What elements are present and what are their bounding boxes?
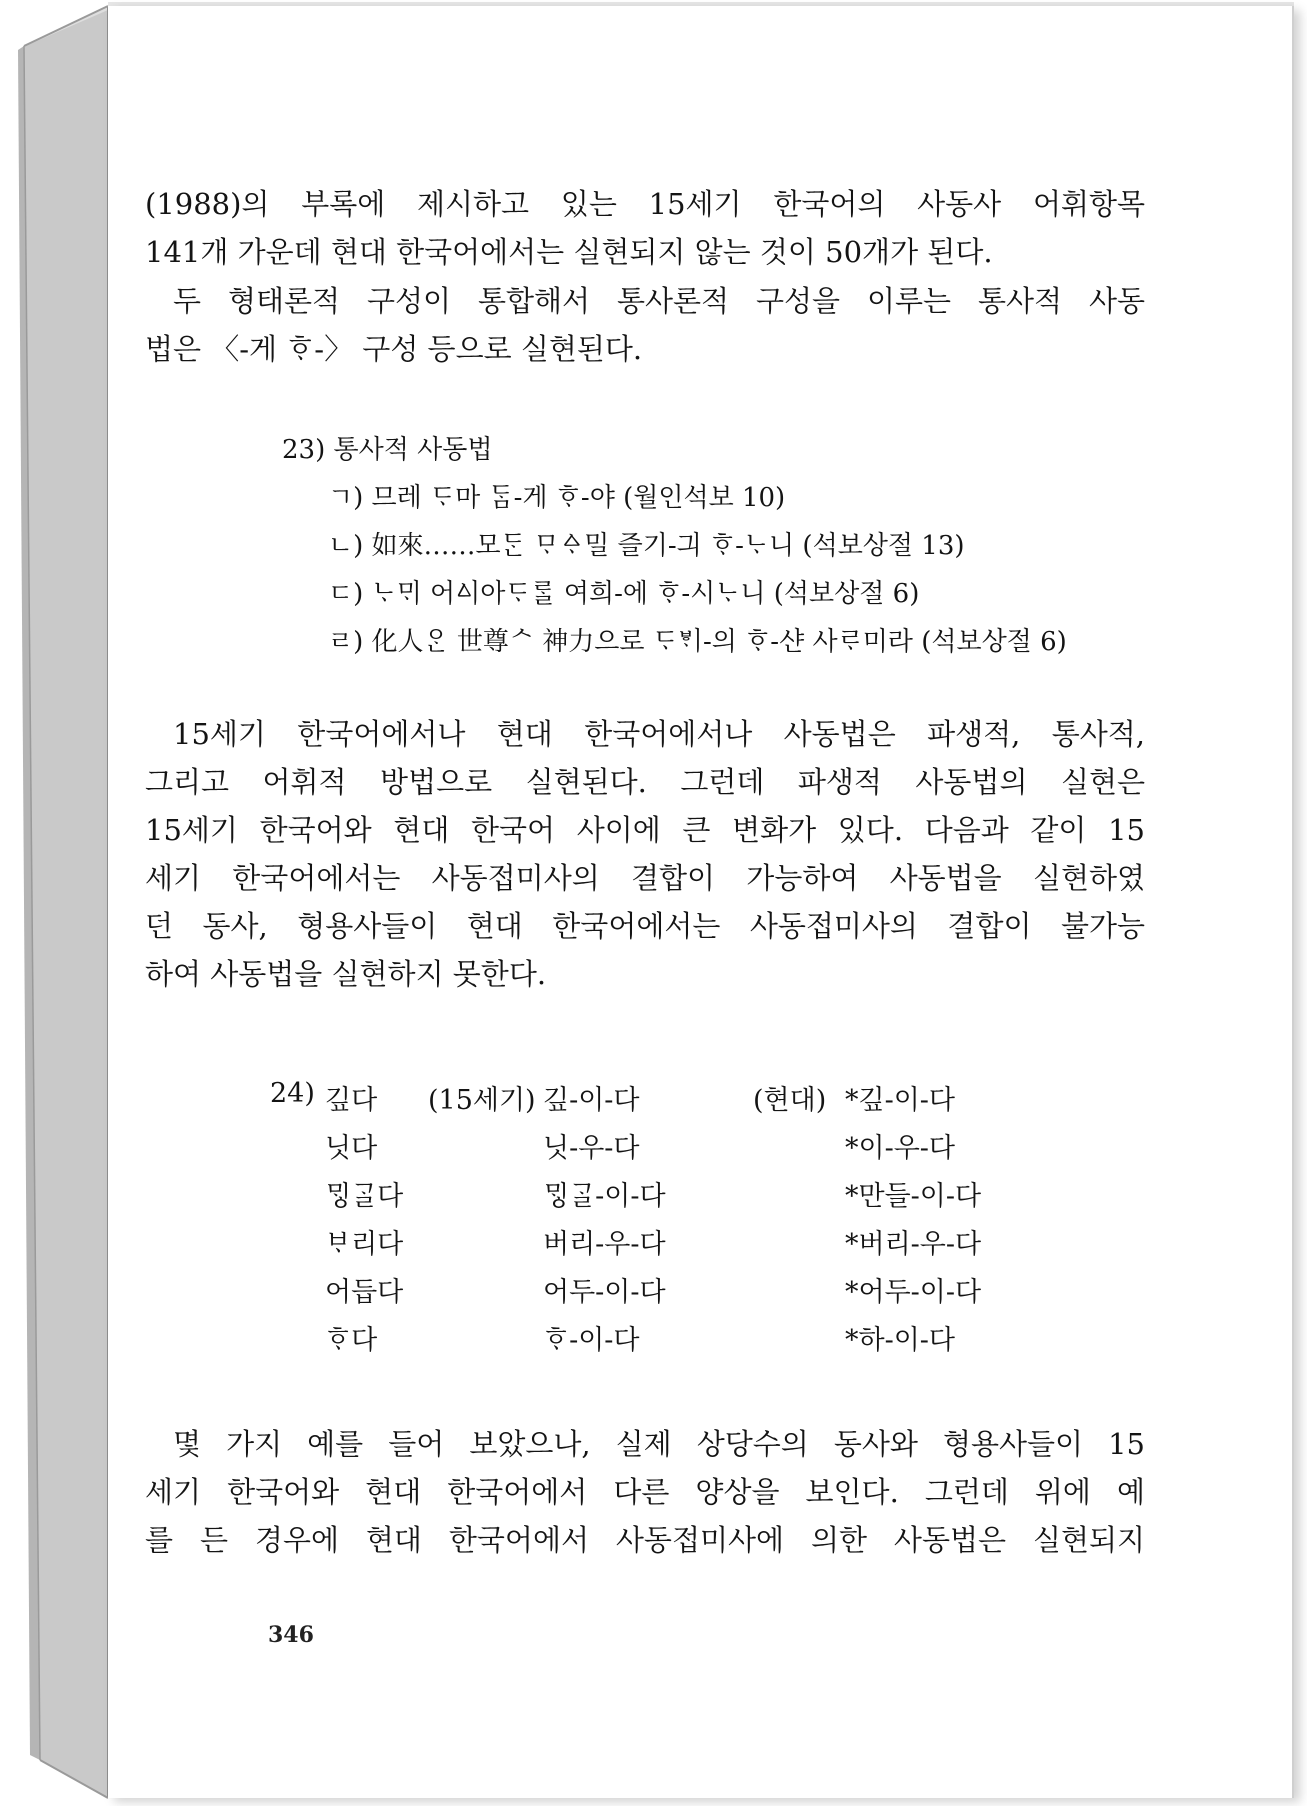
text-line: 하여 사동법을 실현하지 못한다. [145, 957, 547, 991]
text-line: 그리고 어휘적 방법으로 실현된다. 그런데 파생적 사동법의 실현은 [145, 765, 1145, 799]
example-24-label: 24) [270, 1078, 315, 1109]
text-line: 던 동사, 형용사들이 현대 한국어에서는 사동접미사의 결합이 불가능 [145, 909, 1145, 943]
text-line: 141개 가운데 현대 한국어에서는 실현되지 않는 것이 50개가 된다. [145, 235, 993, 269]
example-item: ㄴ) 如來……모ᄃᆞᆫ ᄆᆞᅀᆞ밀 즐기-긔 ᄒᆞ-ᄂᆞ니 (석보상절 13) [328, 531, 965, 561]
row-modern: *버리-우-다 [845, 1229, 982, 1260]
row-15c: 닛-우-다 [543, 1133, 640, 1164]
row-15c: 깊-이-다 [543, 1085, 640, 1116]
row-15c: ᄒᆞ-이-다 [543, 1325, 640, 1356]
row-modern: *깊-이-다 [845, 1085, 955, 1116]
paragraph-main [145, 710, 1145, 998]
text-line: 15세기 한국어와 현대 한국어 사이에 큰 변화가 있다. 다음과 같이 15 [145, 813, 1145, 847]
row-base: 어듭다 [325, 1277, 404, 1308]
text-line: 세기 한국어에서는 사동접미사의 결합이 가능하여 사동법을 실현하였 [145, 861, 1145, 895]
text-line: 를 든 경우에 현대 한국어에서 사동접미사에 의한 사동법은 실현되지 [145, 1523, 1145, 1557]
text-line: 법은 〈-게 ᄒᆞ-〉 구성 등으로 실현된다. [145, 332, 643, 366]
row-base: ᄇᆞ리다 [325, 1229, 404, 1260]
text-line: 두 형태론적 구성이 통합해서 통사론적 구성을 이루는 통사적 사동 [173, 284, 1145, 318]
example-24-table [270, 1078, 1030, 1378]
text-line: 세기 한국어와 현대 한국어에서 다른 양상을 보인다. 그런데 위에 예 [145, 1475, 1145, 1509]
row-15c: 어두-이-다 [543, 1277, 666, 1308]
row-15c: ᄆᆡᇰᄀᆞᆯ-이-다 [543, 1181, 666, 1212]
example-item: ㄹ) 化人ᄋᆞᆫ 世尊ᄉ 神力으로 ᄃᆞᄫᆡ-의 ᄒᆞ-샨 사ᄅᆞ미라 (석보상절 6) [328, 627, 1067, 657]
text-line: 몇 가지 예를 들어 보았으나, 실제 상당수의 동사와 형용사들이 15 [173, 1427, 1145, 1461]
row-modern: *하-이-다 [845, 1325, 955, 1356]
row-15c: 버리-우-다 [543, 1229, 666, 1260]
example-item: ㄷ) ᄂᆞᄆᆡ 어ᅀᅵ아ᄃᆞᄅᆞᆯ 여희-에 ᄒᆞ-시ᄂᆞ니 (석보상절 6) [328, 579, 920, 609]
col-modern-header: (현대) [753, 1085, 827, 1116]
paragraph-closing [145, 1420, 1145, 1564]
col-15c-header: (15세기) [428, 1085, 536, 1116]
row-base: 깊다 [325, 1085, 378, 1116]
example-23-heading: 23) 통사적 사동법 [282, 435, 493, 465]
book-spine [0, 0, 112, 1806]
paragraph-syntactic [145, 277, 1145, 373]
text-line: 15세기 한국어에서나 현대 한국어에서나 사동법은 파생적, 통사적, [173, 717, 1145, 751]
row-base: 닛다 [325, 1133, 378, 1164]
text-line: (1988)의 부록에 제시하고 있는 15세기 한국어의 사동사 어휘항목 [145, 187, 1145, 221]
example-item: ㄱ) 므레 ᄃᆞ마 ᄃᆞᆷ-게 ᄒᆞ-야 (월인석보 10) [328, 483, 786, 513]
row-modern: *어두-이-다 [845, 1277, 982, 1308]
page-number: 346 [268, 1622, 314, 1648]
row-base: ᄒᆞ다 [325, 1325, 378, 1356]
row-modern: *만들-이-다 [845, 1181, 982, 1212]
paragraph-intro [145, 180, 1145, 276]
row-modern: *이-우-다 [845, 1133, 955, 1164]
row-base: ᄆᆡᇰᄀᆞᆯ다 [325, 1181, 404, 1212]
